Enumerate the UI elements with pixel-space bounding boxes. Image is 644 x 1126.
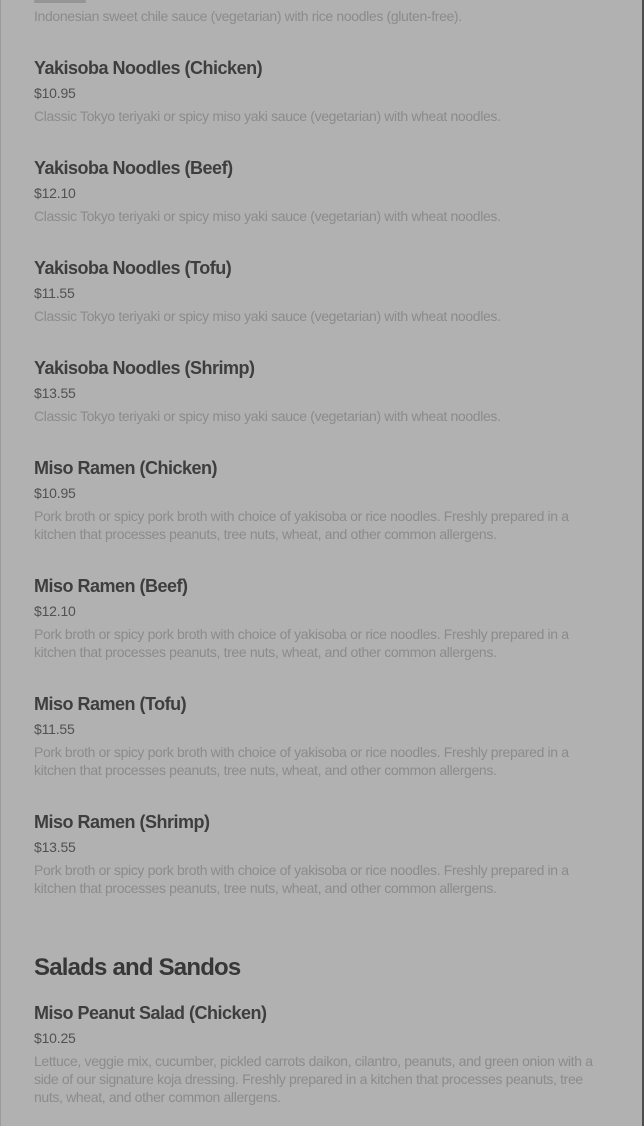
- item-name: Miso Peanut Salad (Chicken): [34, 1003, 267, 1023]
- item-name: Yakisoba Noodles (Tofu): [34, 258, 232, 278]
- menu-item-miso-ramen-chicken[interactable]: [34, 457, 606, 543]
- item-price: $12.10: [34, 185, 76, 201]
- item-description: Classic Tokyo teriyaki or spicy miso yaki sauce (vegetarian) with wheat noodles.: [34, 308, 501, 324]
- item-name: Yakisoba Noodles (Chicken): [34, 58, 263, 78]
- menu-item-yakisoba-shrimp[interactable]: [34, 357, 606, 425]
- item-price: $10.95: [34, 85, 76, 101]
- item-description: Pork broth or spicy pork broth with choice of yakisoba or rice noodles. Freshly prepared in a kitchen that processes peanuts, tree nuts, wheat, and other common allergens.: [34, 862, 569, 896]
- menu-item-miso-ramen-beef[interactable]: [34, 575, 606, 661]
- screen-edge-line-left: [0, 0, 1, 1126]
- item-description: Pork broth or spicy pork broth with choice of yakisoba or rice noodles. Freshly prepared in a kitchen that processes peanuts, tree nuts, wheat, and other common allergens.: [34, 744, 569, 778]
- item-name: Miso Ramen (Beef): [34, 576, 188, 596]
- item-price: $13.55: [34, 385, 76, 401]
- item-price: $11.55: [34, 721, 75, 737]
- menu-item-miso-ramen-shrimp[interactable]: [34, 811, 606, 897]
- item-description: Pork broth or spicy pork broth with choice of yakisoba or rice noodles. Freshly prepared in a kitchen that processes peanuts, tree nuts, wheat, and other common allergens.: [34, 508, 569, 542]
- item-price: $10.95: [34, 485, 76, 501]
- item-price: $10.25: [34, 1030, 76, 1046]
- menu-list: [34, 0, 606, 1106]
- item-description: Lettuce, veggie mix, cucumber, pickled carrots daikon, cilantro, peanuts, and green onion with a side of our signature koja dressing. Freshly prepared in a kitchen that processes peanuts, tree nuts, wheat, and other common allergens.: [34, 1053, 593, 1105]
- menu-item-miso-ramen-tofu[interactable]: [34, 693, 606, 779]
- menu-item-yakisoba-beef[interactable]: [34, 157, 606, 225]
- clipped-item-description: Indonesian sweet chile sauce (vegetarian) with rice noodles (gluten-free).: [34, 8, 462, 24]
- menu-item-miso-peanut-salad-chicken[interactable]: [34, 1002, 606, 1106]
- item-name: Yakisoba Noodles (Shrimp): [34, 358, 255, 378]
- item-name: Yakisoba Noodles (Beef): [34, 158, 233, 178]
- item-price: $13.55: [34, 839, 76, 855]
- section-header-salads-and-sandos: Salads and Sandos: [34, 954, 241, 981]
- item-price: $12.10: [34, 603, 76, 619]
- item-description: Classic Tokyo teriyaki or spicy miso yaki sauce (vegetarian) with wheat noodles.: [34, 408, 501, 424]
- item-description: Classic Tokyo teriyaki or spicy miso yaki sauce (vegetarian) with wheat noodles.: [34, 108, 501, 124]
- item-name: Miso Ramen (Chicken): [34, 458, 218, 478]
- item-name: Miso Ramen (Tofu): [34, 694, 187, 714]
- item-price: $11.55: [34, 285, 75, 301]
- item-description: Classic Tokyo teriyaki or spicy miso yaki sauce (vegetarian) with wheat noodles.: [34, 208, 501, 224]
- menu-item-yakisoba-tofu[interactable]: [34, 257, 606, 325]
- item-name: Miso Ramen (Shrimp): [34, 812, 210, 832]
- menu-item-yakisoba-chicken[interactable]: [34, 57, 606, 125]
- item-description: Pork broth or spicy pork broth with choice of yakisoba or rice noodles. Freshly prepared in a kitchen that processes peanuts, tree nuts, wheat, and other common allergens.: [34, 626, 569, 660]
